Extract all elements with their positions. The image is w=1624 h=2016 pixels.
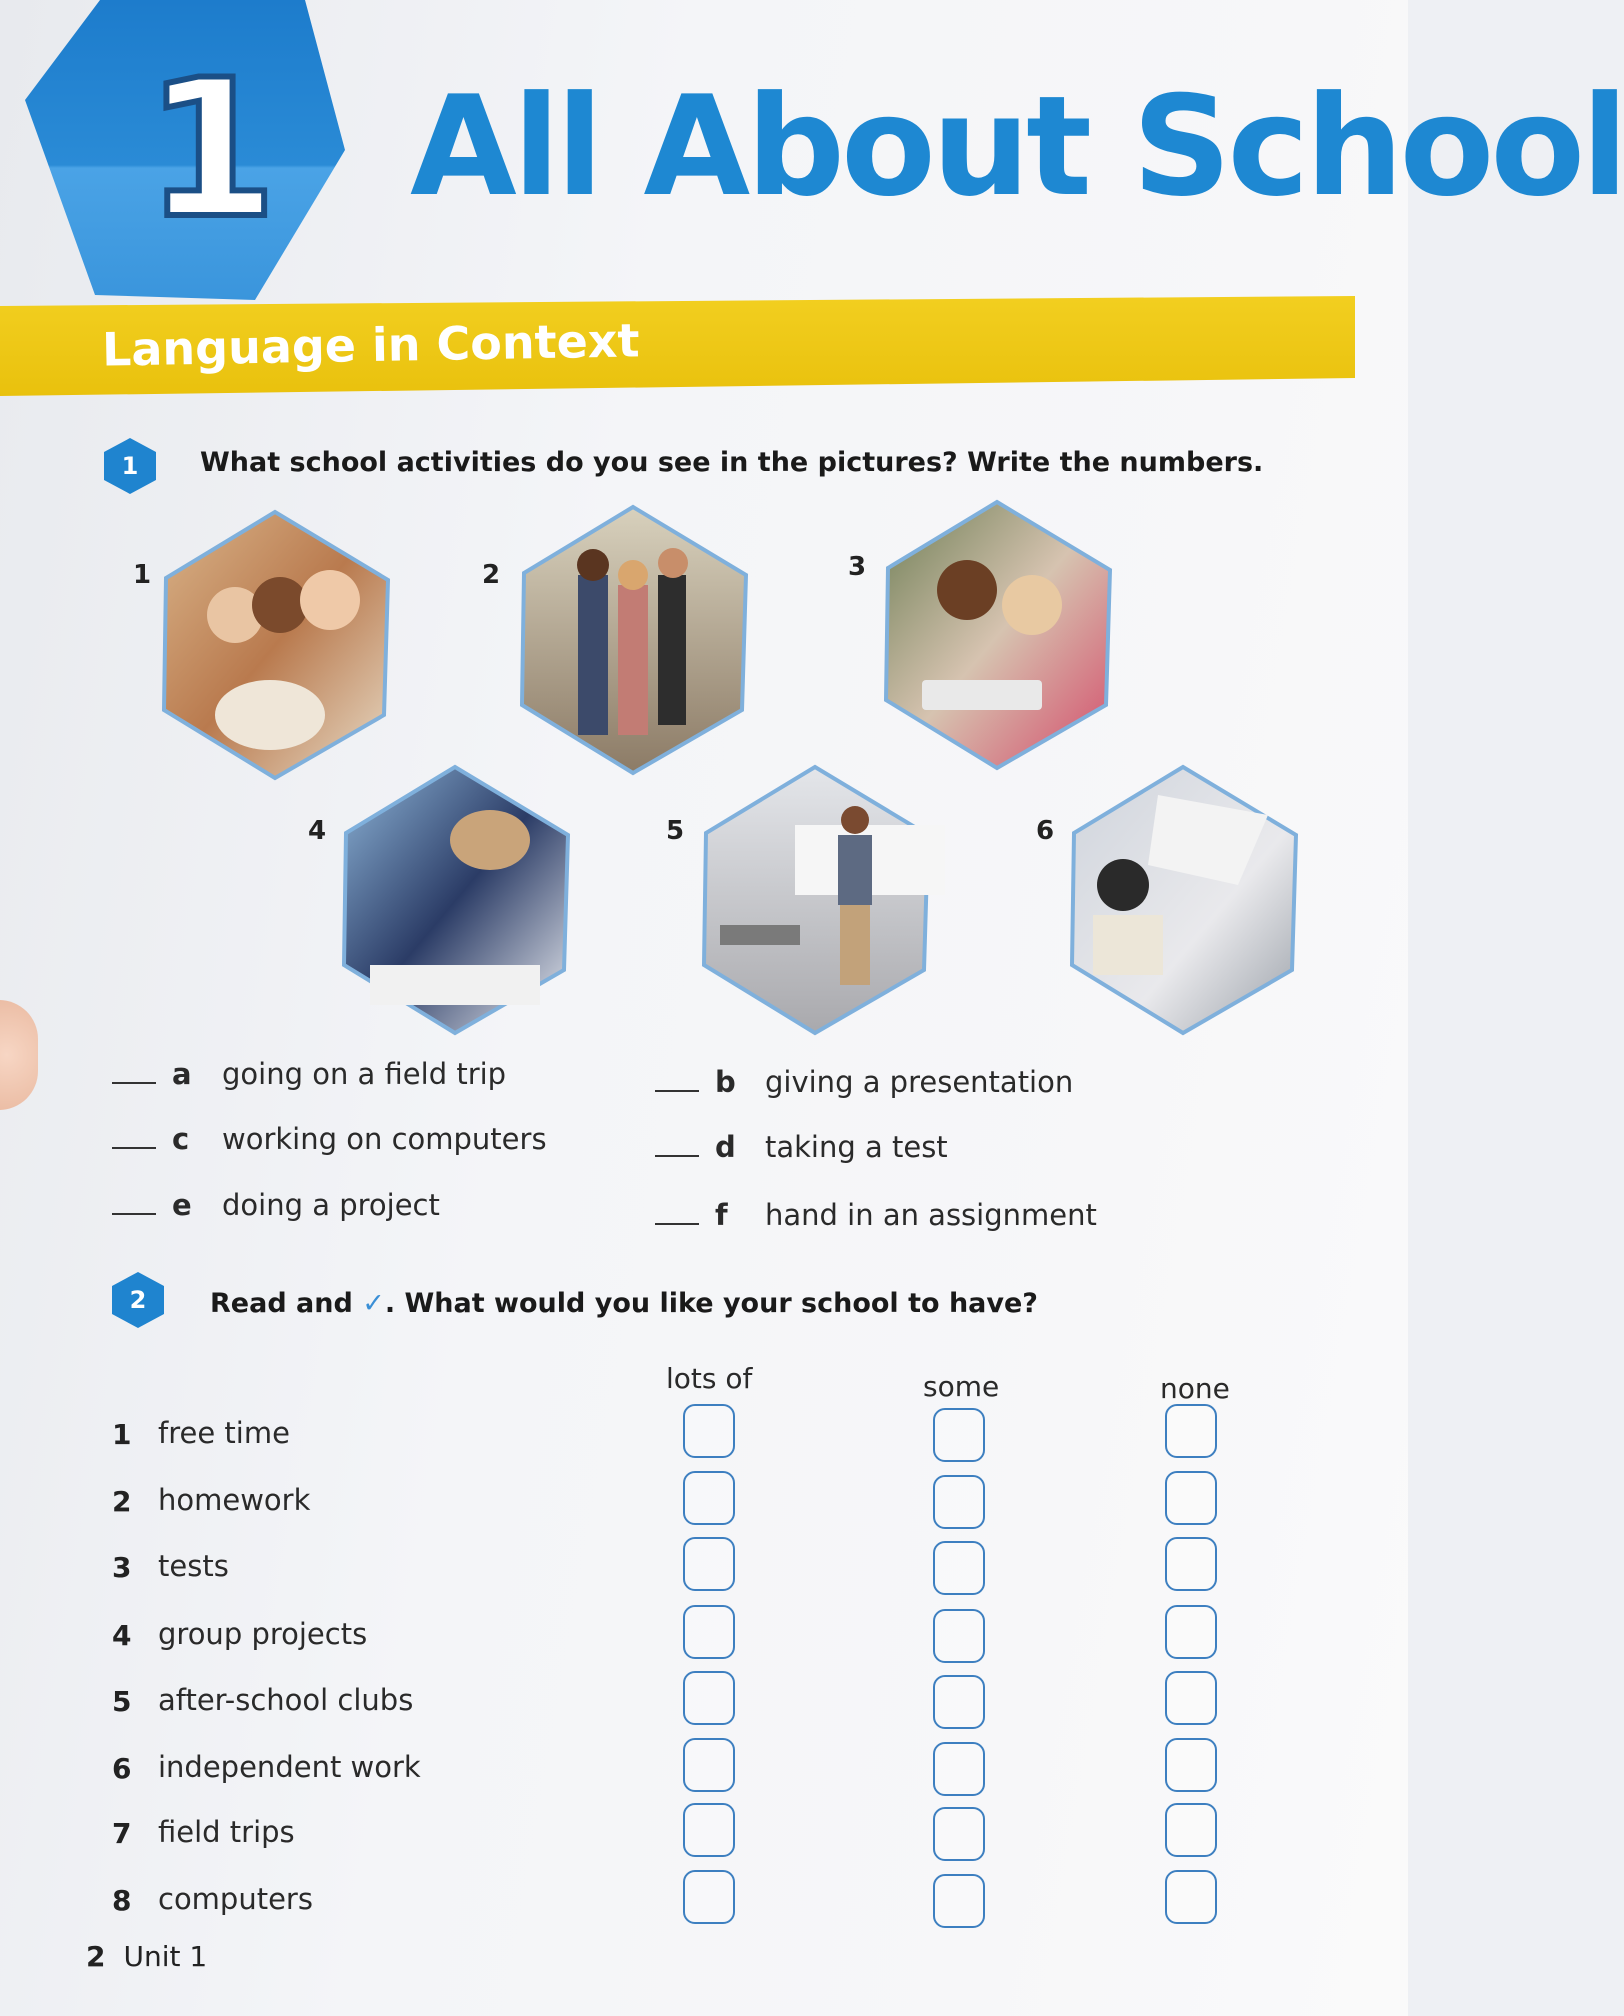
- exercise-1-badge: [104, 438, 156, 494]
- answer-blank-b[interactable]: [655, 1090, 699, 1092]
- exercise-1-instruction: What school activities do you see in the pictures? Write the numbers.: [200, 447, 1264, 478]
- option-text: giving a presentation: [765, 1065, 1074, 1099]
- answer-blank-d[interactable]: [655, 1155, 699, 1157]
- checkbox-none[interactable]: [1165, 1471, 1217, 1525]
- exercise-2-instruction: [210, 1288, 1038, 1319]
- option-text: taking a test: [765, 1130, 948, 1164]
- checkbox-lots-of[interactable]: [683, 1870, 735, 1924]
- row-label-independent-work: independent work: [158, 1750, 421, 1784]
- checkbox-some[interactable]: [933, 1408, 985, 1462]
- page-footer: [86, 1940, 207, 1973]
- checkbox-lots-of[interactable]: [683, 1803, 735, 1857]
- unit-number: 1: [145, 39, 278, 260]
- checkbox-lots-of[interactable]: [683, 1671, 735, 1725]
- checkbox-none[interactable]: [1165, 1738, 1217, 1792]
- row-number: 5: [112, 1685, 132, 1718]
- row-label-after-school-clubs: after-school clubs: [158, 1683, 414, 1717]
- page-number: 2: [86, 1940, 106, 1973]
- option-letter: b: [715, 1065, 736, 1099]
- checkbox-some[interactable]: [933, 1874, 985, 1928]
- photo-number-6: 6: [1036, 816, 1055, 846]
- checkbox-lots-of[interactable]: [683, 1471, 735, 1525]
- photo-number-5: 5: [666, 816, 685, 846]
- answer-blank-a[interactable]: [112, 1082, 156, 1084]
- option-letter: c: [172, 1122, 190, 1156]
- checkbox-lots-of[interactable]: [683, 1537, 735, 1591]
- row-label-computers: computers: [158, 1882, 313, 1916]
- photo-number-1: 1: [133, 560, 152, 590]
- instruction-text: . What would you like your school to have?: [384, 1288, 1038, 1319]
- unit-title: All About School: [410, 66, 1624, 227]
- row-label-tests: tests: [158, 1549, 229, 1583]
- checkbox-none[interactable]: [1165, 1537, 1217, 1591]
- option-e: [112, 1188, 440, 1222]
- checkbox-none[interactable]: [1165, 1803, 1217, 1857]
- column-header-lots-of: lots of: [666, 1362, 753, 1395]
- option-b: [655, 1065, 1073, 1099]
- row-number: 1: [112, 1418, 132, 1451]
- answer-blank-f[interactable]: [655, 1223, 699, 1225]
- option-text: going on a field trip: [222, 1057, 507, 1091]
- photo-number-2: 2: [482, 560, 501, 590]
- row-number: 4: [112, 1619, 132, 1652]
- row-label-homework: homework: [158, 1483, 311, 1517]
- photo-number-4: 4: [308, 816, 327, 846]
- checkbox-none[interactable]: [1165, 1404, 1217, 1458]
- option-letter: a: [172, 1057, 192, 1091]
- option-text: working on computers: [222, 1122, 547, 1156]
- checkbox-lots-of[interactable]: [683, 1605, 735, 1659]
- checkmark-icon: ✓: [362, 1288, 385, 1319]
- section-banner-title: Language in Context: [101, 313, 640, 377]
- row-number: 8: [112, 1884, 132, 1917]
- exercise-2-number: 2: [129, 1286, 147, 1314]
- checkbox-none[interactable]: [1165, 1870, 1217, 1924]
- exercise-1-number: 1: [121, 452, 139, 480]
- exercise-2-badge: [112, 1272, 164, 1328]
- checkbox-lots-of[interactable]: [683, 1404, 735, 1458]
- row-number: 2: [112, 1485, 132, 1518]
- row-number: 6: [112, 1752, 132, 1785]
- checkbox-some[interactable]: [933, 1807, 985, 1861]
- checkbox-some[interactable]: [933, 1475, 985, 1529]
- thumb-decoration: [0, 1000, 38, 1110]
- row-number: 7: [112, 1817, 132, 1850]
- option-letter: f: [715, 1198, 728, 1232]
- checkbox-some[interactable]: [933, 1609, 985, 1663]
- checkbox-some[interactable]: [933, 1742, 985, 1796]
- checkbox-none[interactable]: [1165, 1671, 1217, 1725]
- column-header-some: some: [923, 1370, 1000, 1403]
- footer-unit-label: Unit 1: [123, 1940, 208, 1973]
- option-text: hand in an assignment: [765, 1198, 1097, 1232]
- instruction-text: Read and: [210, 1288, 363, 1319]
- option-letter: d: [715, 1130, 736, 1164]
- row-label-field-trips: field trips: [158, 1815, 295, 1849]
- option-c: [112, 1122, 547, 1156]
- answer-blank-c[interactable]: [112, 1147, 156, 1149]
- girls-computer-photo-icon: [882, 500, 1112, 770]
- boy-presentation-photo-icon: [700, 765, 930, 1035]
- row-label-group-projects: group projects: [158, 1617, 368, 1651]
- student-hand-in-paper-photo-icon: [1068, 765, 1298, 1035]
- option-text: doing a project: [222, 1188, 440, 1222]
- students-brain-model-photo-icon: [160, 510, 390, 780]
- row-label-free-time: free time: [158, 1416, 290, 1450]
- photo-number-3: 3: [848, 552, 867, 582]
- checkbox-none[interactable]: [1165, 1605, 1217, 1659]
- students-hallway-photo-icon: [518, 505, 748, 775]
- checkbox-lots-of[interactable]: [683, 1738, 735, 1792]
- column-header-none: none: [1160, 1372, 1230, 1405]
- checkbox-some[interactable]: [933, 1541, 985, 1595]
- row-number: 3: [112, 1551, 132, 1584]
- checkbox-some[interactable]: [933, 1675, 985, 1729]
- option-letter: e: [172, 1188, 192, 1222]
- answer-blank-e[interactable]: [112, 1213, 156, 1215]
- option-d: [655, 1130, 948, 1164]
- boy-writing-test-photo-icon: [340, 765, 570, 1035]
- option-a: [112, 1057, 506, 1091]
- option-f: [655, 1198, 1097, 1232]
